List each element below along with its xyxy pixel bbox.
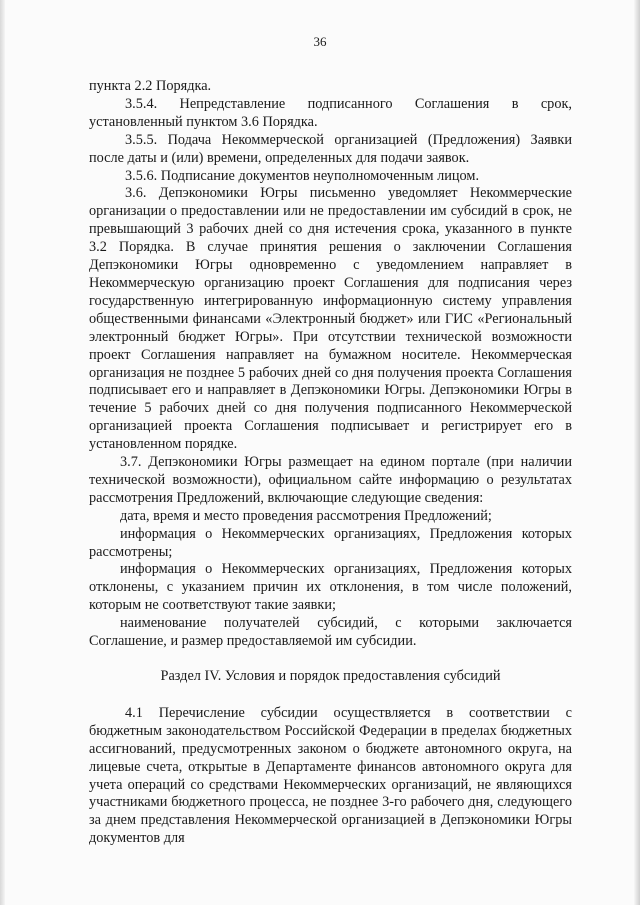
scan-left-edge <box>0 0 5 905</box>
list-item-date: дата, время и место проведения рассмотрения Предложений; <box>120 507 492 524</box>
document-body <box>89 78 572 848</box>
section-heading: Раздел IV. Условия и порядок предоставления субсидий <box>160 668 501 684</box>
list-item-rejected: информация о Некоммерческих организациях, Предложения которых отклонены, с указанием причин их отклонения, в том числе положений, которым не соответствуют такие заявки; <box>89 561 572 614</box>
paragraph-4-1: 4.1 Перечисление субсидии осуществляется в соответствии с бюджетным законодательством Российской Федерации в пределах бюджетных ассигнований, предусмотренных законом о бюджете автономного округа, на лицевые счета, открытые в Департаменте финансов автономного округа для учета операций со средствами Некоммерческих организаций, не являющихся участниками бюджетного процесса, не позднее 3-го рабочего дня, следующего за днем представления Некоммерческой организацией в Депэкономики Югры документов для <box>89 704 572 847</box>
paragraph-3-5-5: 3.5.5. Подача Некоммерческой организацией (Предложения) Заявки после даты и (или) времени, определенных для подачи заявок. <box>89 131 572 166</box>
scan-right-edge <box>634 0 640 905</box>
list-item-recipients: наименование получателей субсидий, с которыми заключается Соглашение, и размер предоставляемой им субсидии. <box>89 615 572 650</box>
paragraph-3-6: 3.6. Депэкономики Югры письменно уведомляет Некоммерческие организации о предоставлении или не предоставлении им субсидий в срок, не превышающий 3 рабочих дней со дня истечения срока, указанного в пункте 3.2 Порядка. В случае принятия решения о заключении Соглашения Депэкономики Югры одновременно с уведомлением направляет в Некоммерческую организацию проект Соглашения для подписания через государственную интегрированную информационную систему управления общественными финансами «Электронный бюджет» или ГИС «Региональный электронный бюджет Югры». При отсутствии технической возможности проект Соглашения направляет на бумажном носителе. Некоммерческая организация не позднее 5 рабочих дней со дня получения проекта Соглашения подписывает его и направляет в Депэкономики Югры. Депэкономики Югры в течение 5 рабочих дней со дня получения подписанного Некоммерческой организацией проекта Соглашения подписывает и регистрирует его в установленном порядке. <box>89 185 572 453</box>
list-item-considered: информация о Некоммерческих организациях, Предложения которых рассмотрены; <box>89 525 572 560</box>
paragraph-continuation: пункта 2.2 Порядка. <box>89 78 212 94</box>
paragraph-3-7: 3.7. Депэкономики Югры размещает на едином портале (при наличии технической возможности), официальном сайте информацию о результатах рассмотрения Предложений, включающие следующие сведения: <box>89 454 572 506</box>
page-number: 36 <box>313 34 327 49</box>
paragraph-3-5-4: 3.5.4. Непредставление подписанного Соглашения в срок, установленный пунктом 3.6 Порядка. <box>89 95 572 130</box>
paragraph-3-5-6: 3.5.6. Подписание документов неуполномоченным лицом. <box>125 167 480 184</box>
